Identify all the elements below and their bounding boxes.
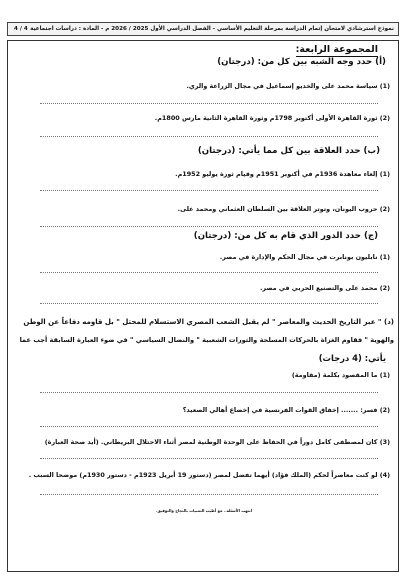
answer-line — [40, 136, 378, 137]
section-d-line-1: (د) " عبر التاريخ الحديث والمعاصر " لم يقبل الشعب المصري الاستسلام للمحتل " بل قاومه دفاعاً عن الوطن — [23, 318, 394, 326]
section-d-line-2: والهوية " فقاوم الغزاة بالحركات المسلحة والثورات الشعبية " والنضال السياسي " في ضوء العبارة السابقة أجب عما — [19, 336, 394, 344]
group-title-text: المجموعة الرابعة: — [295, 44, 378, 55]
answer-line — [40, 272, 378, 273]
section-b-item-2: (2) حروب اليونان، وتوتر العلاقة بين السلطان العثماني ومحمد على. — [177, 205, 390, 213]
closing-text: انتهت الأسئلة.. مع أطيب التمنيات بالنجاح والتوفيق. — [155, 508, 253, 513]
answer-line — [40, 494, 378, 495]
section-d-item-3: (3) كان لمصطفى كامل دوراً في الحفاظ على الوحدة الوطنية لمصر أثناء الاحتلال البريطاني. (أيد صحة العبارة) — [44, 438, 390, 446]
page-number: 4 / 4 — [14, 26, 28, 32]
section-d-item-4: (4) لو كنت معاصراً لحكم (الملك فؤاد) أيهما تفضل لمصر (دستور 19 أبريل 1923م - دستور 1930م) موضحا السبب . — [28, 471, 390, 479]
section-b-title: (ب) حدد العلاقة بين كل مما يأتي: (درجتان) — [197, 146, 380, 156]
section-b-item-1: (1) إلغاء معاهدة 1936م في أكتوبر 1951م وقيام ثورة يوليو 1952م. — [175, 170, 390, 178]
group-title — [296, 44, 378, 55]
section-a-item-2: (2) ثورة القاهرة الأولى أكتوبر 1798م وثورة القاهرة الثانية مارس 1800م. — [154, 114, 390, 122]
answer-line — [40, 303, 378, 304]
section-a-title: (أ) حدد وجه الشبه بين كل من: (درجتان) — [217, 57, 386, 67]
answer-line — [40, 426, 378, 427]
answer-line — [40, 190, 378, 191]
header-title: نموذج استرشادي لامتحان إتمام الدراسة بمرحلة التعليم الأساسي - الفصل الدراسي الأول 2025 / 2026 م - المادة : دراسات اجتماعية — [30, 26, 394, 32]
section-a-item-1: (1) سياسة محمد على والخديو إسماعيل في مجال الزراعة والري. — [186, 82, 390, 90]
answer-line — [40, 458, 378, 459]
section-c-item-1: (1) نابليون بونابرت في مجال الحكم والإدارة في مصر. — [219, 253, 390, 261]
section-d-line-3: يأتي: (4 درجات) — [318, 353, 386, 363]
answer-line — [40, 226, 378, 227]
answer-line — [40, 392, 378, 393]
section-d-item-1: (1) ما المقصود بكلمة (مقاومة) — [291, 371, 390, 379]
answer-line — [40, 103, 378, 104]
exam-header — [7, 22, 399, 36]
section-c-item-2: (2) محمد على والتصنيع الحربي في مصر. — [259, 284, 390, 292]
section-d-item-2: (2) فسر: ....... إخفاق القوات الفرنسية في إخضاع أهالي الصعيد؟ — [182, 406, 390, 414]
section-c-title: (ج) حدد الدور الذي قام به كل من: (درجتان) — [193, 231, 378, 241]
